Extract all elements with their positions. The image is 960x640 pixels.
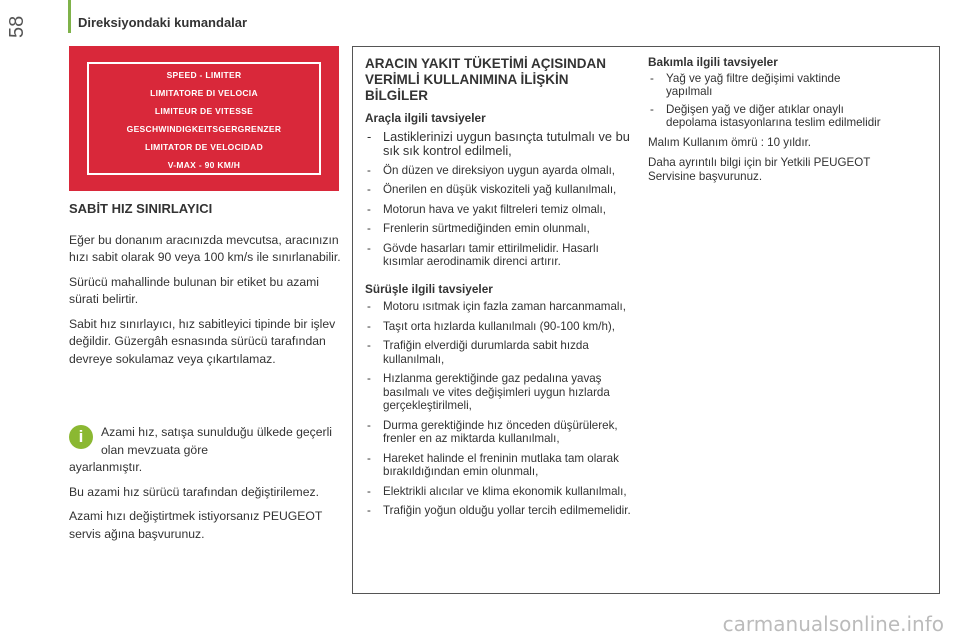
sign-line: LIMITATORE DI VELOCIA — [150, 88, 258, 98]
speed-limiter-label-image — [69, 46, 339, 191]
section-header-title: Direksiyondaki kumandalar — [78, 15, 248, 30]
note-paragraph: Malım Kullanım ömrü : 10 yıldır. — [648, 135, 812, 149]
info-paragraph — [69, 424, 344, 477]
speed-limiter-heading: SABİT HIZ SINIRLAYICI — [69, 201, 213, 216]
list-item: - Ön düzen ve direksiyon uygun ayarda olmalı, — [365, 164, 635, 178]
list-item: - Gövde hasarları tamir ettirilmelidir. Hasarlı kısımlar aerodinamik direnci artırır. — [365, 242, 635, 269]
list-item: - Lastiklerinizi uygun basınçta tutulmalı ve bu sık sık kontrol edilmeli, — [365, 130, 635, 158]
vehicle-advice-heading: Araçla ilgili tavsiyeler — [365, 111, 486, 125]
vehicle-advice-list — [365, 130, 635, 269]
sign-line: V-MAX - 90 KM/H — [167, 160, 241, 170]
info-paragraph: Azami hızı değiştirtmek istiyorsanız PEUGEOT servis ağına başvurunuz. — [69, 509, 323, 541]
list-item: - Değişen yağ ve diğer atıklar onaylı depolama istasyonlarına teslim edilmelidir — [648, 103, 888, 130]
list-item: - Yağ ve yağ filtre değişimi vaktinde yapılmalı — [648, 72, 888, 99]
speed-limiter-label-border — [87, 62, 321, 175]
list-item: - Motorun hava ve yakıt filtreleri temiz olmalı, — [365, 203, 635, 217]
info-note — [69, 424, 344, 550]
maintenance-advice-heading: Bakımla ilgili tavsiyeler — [648, 55, 778, 69]
list-item: - Durma gerektiğinde hız önceden düşürülerek, frenler en az miktarda kullanılmalı, — [365, 419, 635, 446]
body-paragraph: Eğer bu donanım aracınızda mevcutsa, aracınızın hızı sabit olarak 90 veya 100 km/s ile sınırlanabilir. — [69, 232, 341, 264]
list-item: - Trafiğin elverdiği durumlarda sabit hızda kullanılmalı, — [365, 339, 635, 366]
list-item: - Hareket halinde el freninin mutlaka tam olarak bırakıldığından emin olunmalı, — [365, 452, 635, 479]
driving-advice-heading: Sürüşle ilgili tavsiyeler — [365, 281, 493, 296]
list-item: - Motoru ısıtmak için fazla zaman harcanmamalı, — [365, 300, 635, 314]
body-paragraph: Sürücü mahallinde bulunan bir etiket bu azami sürati belirtir. — [69, 274, 319, 306]
sign-line: GESCHWINDIGKEITSGERGRENZER — [126, 124, 282, 134]
sign-line: LIMITEUR DE VITESSE — [154, 106, 254, 116]
info-first-line: Azami hız, satışa sunulduğu ülkede geçerli olan mevzuata göre — [101, 425, 333, 457]
header-accent-bar — [68, 0, 71, 33]
watermark-text: carmanualsonline.info — [722, 612, 944, 636]
fuel-economy-heading: ARACIN YAKIT TÜKETİMİ AÇISINDAN VERİMLİ KULLANIMINA İLİŞKİN BİLGİLER — [365, 56, 607, 103]
list-item: - Elektrikli alıcılar ve klima ekonomik kullanılmalı, — [365, 485, 635, 499]
fuel-economy-column-left — [365, 56, 635, 532]
list-item: - Hızlanma gerektiğinde gaz pedalına yavaş basılmalı ve vites değişimleri uygun hızlarda gerçekleştirilmeli, — [365, 372, 635, 413]
fuel-economy-column-right — [648, 56, 888, 190]
list-item: - Taşıt orta hızlarda kullanılmalı (90-100 km/h), — [365, 320, 635, 334]
info-paragraph: Bu azami hız sürücü tarafından değiştirilemez. — [69, 484, 319, 499]
list-item: - Trafiğin yoğun olduğu yollar tercih edilmemelidir. — [365, 504, 635, 518]
sign-line: LIMITATOR DE VELOCIDAD — [144, 142, 264, 152]
page-number: 58 — [6, 15, 28, 38]
maintenance-advice-list — [648, 72, 888, 130]
list-item: - Frenlerin sürtmediğinden emin olunmalı, — [365, 222, 635, 236]
info-first-rest: ayarlanmıştır. — [69, 460, 143, 474]
info-icon: i — [69, 425, 93, 449]
note-paragraph: Daha ayrıntılı bilgi için bir Yetkili PEUGEOT Servisine başvurunuz. — [648, 156, 871, 183]
body-paragraph: Sabit hız sınırlayıcı, hız sabitleyici tipinde bir işlev değildir. Güzergâh esnasında sürücü tarafından devreye sokulamaz veya çıkartılamaz. — [69, 316, 336, 366]
speed-limiter-section — [69, 200, 344, 375]
list-item: - Önerilen en düşük viskoziteli yağ kullanılmalı, — [365, 183, 635, 197]
sign-line: SPEED - LIMITER — [166, 70, 242, 80]
driving-advice-list — [365, 300, 635, 518]
